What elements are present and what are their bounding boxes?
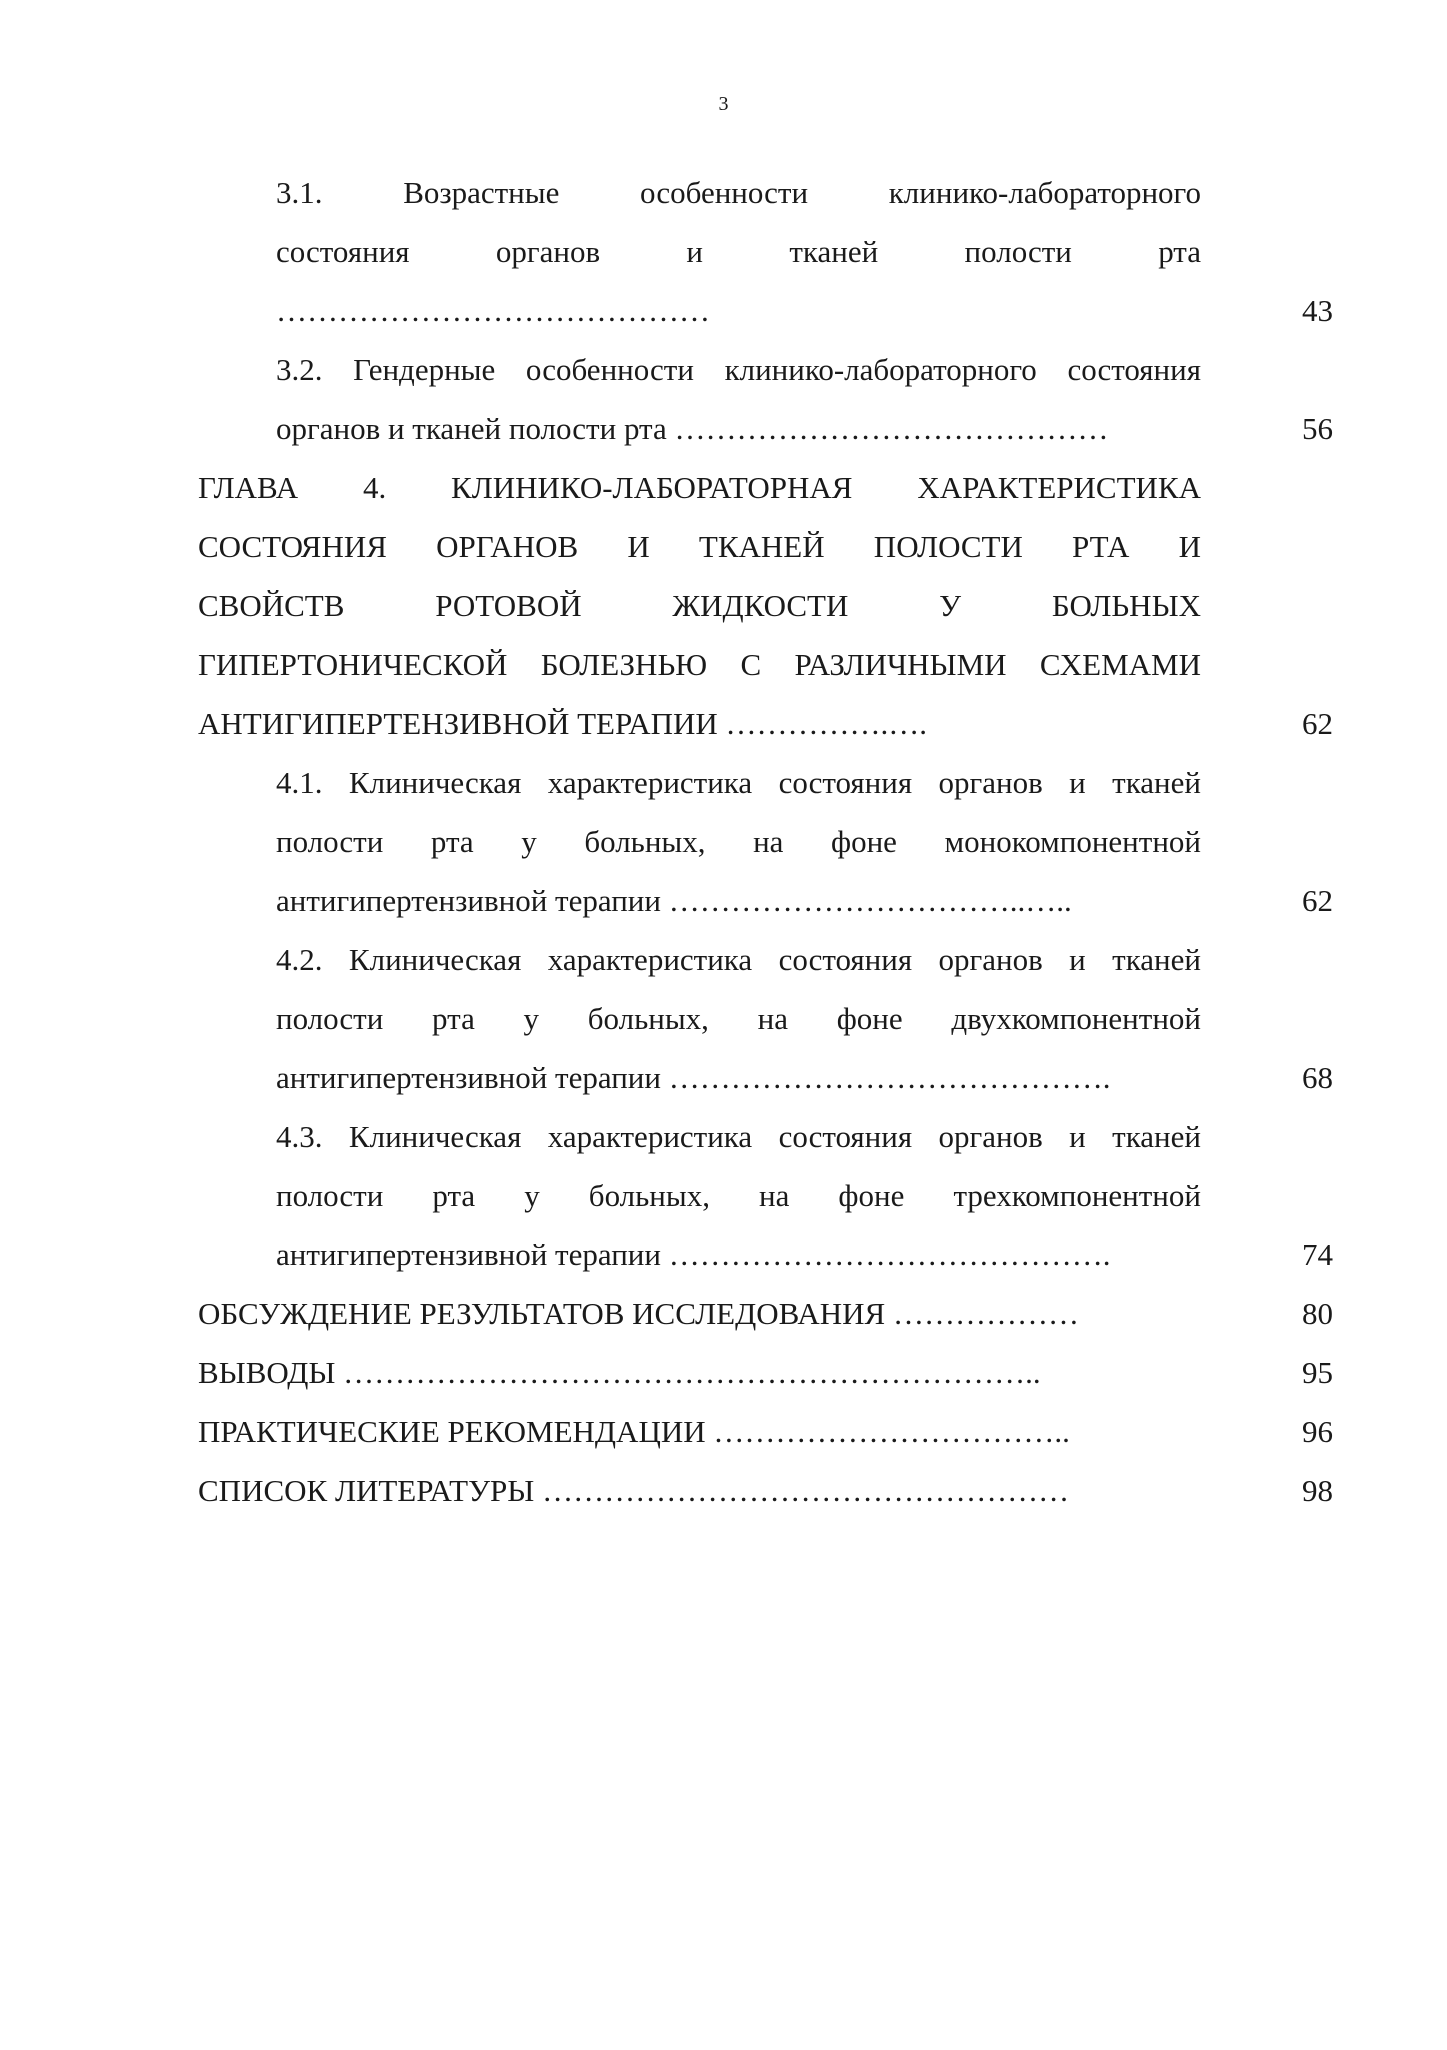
toc-entry-title [276, 1107, 1201, 1284]
toc-entry-title [198, 1402, 1201, 1461]
toc-entry-line: …………………………………… [276, 293, 710, 328]
toc-entry [0, 1284, 1447, 1343]
toc-entry-line: 3.2. Гендерные особенности клинико-лабораторного состояния [276, 352, 1201, 387]
page-number: 3 [718, 93, 729, 115]
toc-entry [0, 458, 1447, 753]
toc-entry-page: 68 [1302, 1060, 1333, 1095]
toc-entry-page: 74 [1302, 1237, 1333, 1272]
toc-entry-title [276, 753, 1201, 930]
toc-entry-page: 98 [1302, 1473, 1333, 1508]
toc-entry-line: 4.3. Клиническая характеристика состояния органов и тканей [276, 1119, 1201, 1154]
toc-entry-page: 43 [1302, 293, 1333, 328]
toc-entry-line: СВОЙСТВ РОТОВОЙ ЖИДКОСТИ У БОЛЬНЫХ [198, 588, 1201, 623]
toc-entry-line: антигипертензивной терапии ……………………………………. [276, 1237, 1111, 1272]
toc-entry-line: органов и тканей полости рта …………………………………… [276, 411, 1109, 446]
toc-entry-line: полости рта у больных, на фоне монокомпонентной [276, 824, 1201, 859]
toc-entry-page: 62 [1302, 883, 1333, 918]
toc-entry-page: 62 [1302, 706, 1333, 741]
toc-entry-page: 56 [1302, 411, 1333, 446]
toc-entry-line: 4.1. Клиническая характеристика состояния органов и тканей [276, 765, 1201, 800]
toc-entry-title [198, 458, 1201, 753]
toc-entry-line: ОБСУЖДЕНИЕ РЕЗУЛЬТАТОВ ИССЛЕДОВАНИЯ ……………… [198, 1296, 1079, 1331]
toc-entry-line: состояния органов и тканей полости рта [276, 234, 1201, 269]
toc-entry-page: 95 [1302, 1355, 1333, 1390]
toc-entry-line: СОСТОЯНИЯ ОРГАНОВ И ТКАНЕЙ ПОЛОСТИ РТА И [198, 529, 1201, 564]
toc-entry-line: СПИСОК ЛИТЕРАТУРЫ …………………………………………… [198, 1473, 1070, 1508]
table-of-contents [0, 163, 1447, 1520]
toc-entry [0, 930, 1447, 1107]
toc-entry-title [198, 1284, 1201, 1343]
toc-entry [0, 1343, 1447, 1402]
toc-entry-line: ГЛАВА 4. КЛИНИКО-ЛАБОРАТОРНАЯ ХАРАКТЕРИСТИКА [198, 470, 1201, 505]
toc-entry-line: антигипертензивной терапии ……………………………………. [276, 1060, 1111, 1095]
toc-entry-line: ВЫВОДЫ ………………………………………………………….. [198, 1355, 1041, 1390]
toc-entry-line: ПРАКТИЧЕСКИЕ РЕКОМЕНДАЦИИ …………………………….. [198, 1414, 1070, 1449]
toc-entry-line: ГИПЕРТОНИЧЕСКОЙ БОЛЕЗНЬЮ С РАЗЛИЧНЫМИ СХЕМАМИ [198, 647, 1201, 682]
toc-entry [0, 1402, 1447, 1461]
toc-entry [0, 1107, 1447, 1284]
toc-entry-title [198, 1461, 1201, 1520]
toc-entry-line: полости рта у больных, на фоне трехкомпонентной [276, 1178, 1201, 1213]
toc-entry [0, 340, 1447, 458]
toc-entry-title [276, 340, 1201, 458]
toc-entry-title [276, 163, 1201, 340]
toc-entry-page: 96 [1302, 1414, 1333, 1449]
toc-entry-line: 3.1. Возрастные особенности клинико-лабораторного [276, 175, 1201, 210]
toc-entry [0, 1461, 1447, 1520]
toc-entry-page: 80 [1302, 1296, 1333, 1331]
toc-entry-line: АНТИГИПЕРТЕНЗИВНОЙ ТЕРАПИИ …………….…. [198, 706, 928, 741]
toc-entry [0, 753, 1447, 930]
toc-entry-line: полости рта у больных, на фоне двухкомпонентной [276, 1001, 1201, 1036]
toc-entry-line: 4.2. Клиническая характеристика состояния органов и тканей [276, 942, 1201, 977]
toc-entry-title [276, 930, 1201, 1107]
toc-entry [0, 163, 1447, 340]
toc-entry-line: антигипертензивной терапии ……………………………..….. [276, 883, 1072, 918]
toc-entry-title [198, 1343, 1201, 1402]
